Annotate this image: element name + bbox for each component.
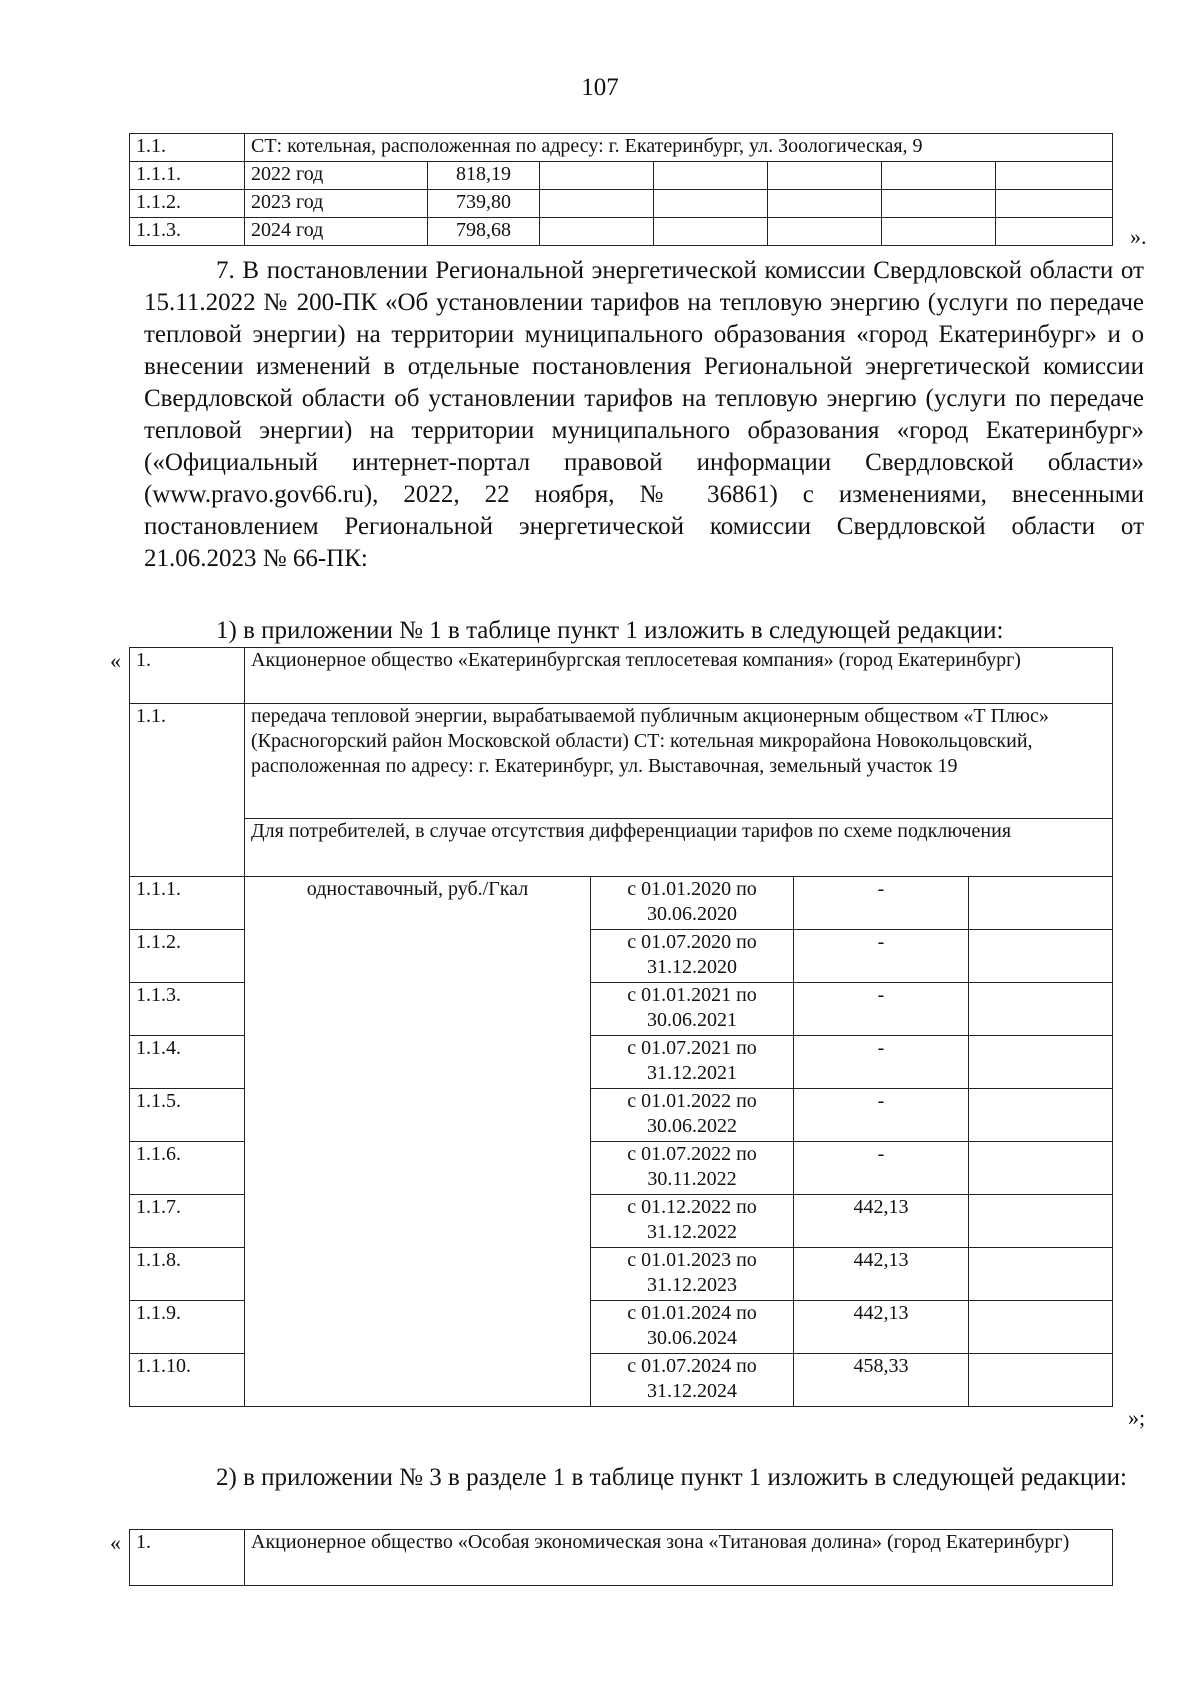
table-row [130,877,1113,930]
tariff-table-ekaterinburg-heating [129,647,1113,1407]
empty-cell [969,1142,1113,1195]
close-quote-mark: ». [1130,224,1147,249]
empty-cell [882,162,996,190]
row-num: 1.1.2. [130,190,245,218]
table-cell-num: 1.1. [130,134,245,162]
row-year: 2023 год [245,190,428,218]
tariff-type-cell: одноставочный, руб./Гкал [245,877,591,1407]
row-period: с 01.01.2020 по 30.06.2020 [591,877,794,930]
row-num: 1.1.8. [130,1248,245,1301]
row-num: 1.1.1. [130,877,245,930]
row-value: - [794,1142,969,1195]
table-row [130,190,1113,218]
table-cell-num: 1. [130,1530,245,1586]
open-quote-mark: « [110,1530,121,1555]
row-num: 1.1.10. [130,1354,245,1407]
row-period: с 01.01.2021 по 30.06.2021 [591,983,794,1036]
table-row [130,218,1113,246]
empty-cell [654,190,768,218]
item-1-text: 1) в приложении № 1 в таблице пункт 1 изложить в следующей редакции: [216,617,1004,644]
row-value: 818,19 [428,162,540,190]
open-quote-mark: « [110,648,121,673]
row-value: 739,80 [428,190,540,218]
empty-cell [882,218,996,246]
empty-cell [969,983,1113,1036]
row-value: - [794,1036,969,1089]
company-name-cell: Акционерное общество «Екатеринбургская теплосетевая компания» (город Екатеринбург) [245,648,1113,704]
empty-cell [969,1248,1113,1301]
row-period: с 01.01.2022 по 30.06.2022 [591,1089,794,1142]
table-cell-source: СТ: котельная, расположенная по адресу: г. Екатеринбург, ул. Зоологическая, 9 [245,134,1113,162]
empty-cell [969,877,1113,930]
row-value: - [794,1089,969,1142]
row-period: с 01.07.2022 по 30.11.2022 [591,1142,794,1195]
empty-cell [969,1354,1113,1407]
row-value: 442,13 [794,1248,969,1301]
row-num: 1.1.5. [130,1089,245,1142]
row-num: 1.1.7. [130,1195,245,1248]
page-number: 107 [581,74,619,101]
row-period: с 01.01.2024 по 30.06.2024 [591,1301,794,1354]
empty-cell [540,162,654,190]
empty-cell [540,218,654,246]
row-num: 1.1.9. [130,1301,245,1354]
row-value: - [794,983,969,1036]
empty-cell [969,1195,1113,1248]
table-row [130,162,1113,190]
row-value: 798,68 [428,218,540,246]
empty-cell [882,190,996,218]
empty-cell [768,162,882,190]
empty-cell [768,218,882,246]
row-period: с 01.07.2021 по 31.12.2021 [591,1036,794,1089]
row-period: с 01.12.2022 по 31.12.2022 [591,1195,794,1248]
consumer-group-cell: Для потребителей, в случае отсутствия дифференциации тарифов по схеме подключения [245,819,1113,877]
row-year: 2024 год [245,218,428,246]
row-period: с 01.01.2023 по 31.12.2023 [591,1248,794,1301]
row-period: с 01.07.2024 по 31.12.2024 [591,1354,794,1407]
empty-cell [768,190,882,218]
row-value: - [794,877,969,930]
close-quote-mark: »; [1128,1405,1146,1430]
empty-cell [969,1089,1113,1142]
tariff-table-zoologicheskaya [129,133,1113,246]
company-name-cell: Акционерное общество «Особая экономическая зона «Титановая долина» (город Екатеринбург) [245,1530,1113,1586]
empty-cell [969,1036,1113,1089]
row-num: 1.1.4. [130,1036,245,1089]
source-description-cell: передача тепловой энергии, вырабатываемой публичным акционерным обществом «Т Плюс» (Красногорский район Московской области) СТ: котельная микрорайона Новокольцовский, расположенная по адресу: г. Екатеринбург, ул. Выставочная, земельный участок 19 [245,704,1113,819]
row-value: 458,33 [794,1354,969,1407]
empty-cell [996,218,1113,246]
row-value: - [794,930,969,983]
row-num: 1.1.6. [130,1142,245,1195]
empty-cell [654,218,768,246]
empty-cell [996,162,1113,190]
row-num: 1.1.3. [130,218,245,246]
table-cell-num: 1.1. [130,704,245,877]
empty-cell [969,1301,1113,1354]
empty-cell [996,190,1113,218]
empty-cell [540,190,654,218]
row-year: 2022 год [245,162,428,190]
item-2-text: 2) в приложении № 3 в разделе 1 в таблице пункт 1 изложить в следующей редакции: [216,1464,1127,1491]
row-num: 1.1.1. [130,162,245,190]
row-period: с 01.07.2020 по 31.12.2020 [591,930,794,983]
row-num: 1.1.3. [130,983,245,1036]
row-value: 442,13 [794,1301,969,1354]
empty-cell [654,162,768,190]
row-value: 442,13 [794,1195,969,1248]
paragraph-7: 7. В постановлении Региональной энергетической комиссии Свердловской области от 15.11.2022 № 200-ПК «Об установлении тарифов на тепловую энергию (услуги по передаче тепловой энергии) на территории муниципального образования «город Екатеринбург» и о внесении изменений в отдельные постановления Региональной энергетической комиссии Свердловской области об установлении тарифов на тепловую энергию (услуги по передаче тепловой энергии) на территории муниципального образования «город Екатеринбург» («Официальный интернет-портал правовой информации Свердловской области» (www.pravo.gov66.ru), 2022, 22 ноября, № 36861) с изменениями, внесенными постановлением Региональной энергетической комиссии Свердловской области от 21.06.2023 № 66-ПК: [144,257,1144,572]
table-cell-num: 1. [130,648,245,704]
empty-cell [969,930,1113,983]
row-num: 1.1.2. [130,930,245,983]
company-table-titanium-valley [129,1529,1113,1586]
